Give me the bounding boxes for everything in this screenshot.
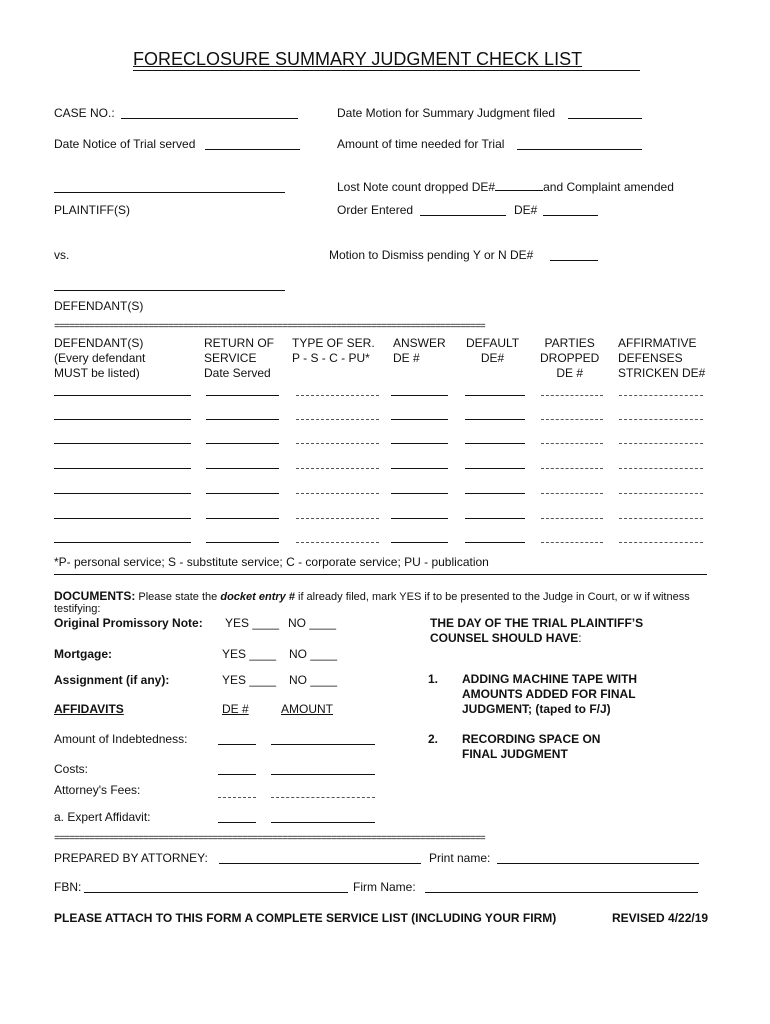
trial-heading: THE DAY OF THE TRIAL PLAINTIFF’S COUNSEL SHOULD HAVE: bbox=[430, 616, 644, 645]
parties-dropped-field[interactable] bbox=[541, 468, 603, 469]
trial-item2-number: 2. bbox=[428, 732, 439, 746]
costs-label: Costs: bbox=[54, 762, 89, 776]
col-affirmative-defenses: AFFIRMATIVE DEFENSES STRICKEN DE# bbox=[618, 336, 706, 380]
attorney-fees-amount-field[interactable] bbox=[271, 797, 375, 798]
defendant-field[interactable] bbox=[54, 468, 191, 469]
affirmative-defenses-field[interactable] bbox=[619, 542, 703, 543]
fbn-label: FBN: bbox=[54, 880, 82, 894]
parties-dropped-field[interactable] bbox=[541, 518, 603, 519]
col-parties-dropped: PARTIES DROPPED DE # bbox=[540, 336, 600, 380]
trial-item1-number: 1. bbox=[428, 672, 439, 686]
plaintiffs-field[interactable] bbox=[54, 192, 285, 193]
affidavits-amount-header: AMOUNT bbox=[281, 702, 333, 716]
date-motion-label: Date Motion for Summary Judgment filed bbox=[337, 106, 556, 120]
parties-dropped-field[interactable] bbox=[541, 542, 603, 543]
expert-affidavit-label: a. Expert Affidavit: bbox=[54, 810, 151, 824]
type-of-service-field[interactable] bbox=[296, 518, 379, 519]
affirmative-defenses-field[interactable] bbox=[619, 518, 703, 519]
documents-instructions-cont: testifying: bbox=[54, 603, 101, 615]
default-field[interactable] bbox=[465, 443, 525, 444]
answer-field[interactable] bbox=[391, 443, 448, 444]
default-field[interactable] bbox=[465, 518, 525, 519]
case-no-field[interactable] bbox=[121, 118, 298, 119]
affidavits-de-header: DE # bbox=[222, 702, 249, 716]
answer-field[interactable] bbox=[391, 468, 448, 469]
indebtedness-label: Amount of Indebtedness: bbox=[54, 732, 188, 746]
assignment-yes[interactable]: YES ____ bbox=[222, 673, 277, 687]
expert-de-field[interactable] bbox=[218, 822, 256, 823]
fbn-field[interactable] bbox=[84, 892, 348, 893]
date-motion-field[interactable] bbox=[568, 118, 642, 119]
motion-dismiss-label: Motion to Dismiss pending Y or N DE# bbox=[329, 248, 534, 262]
vs-label: vs. bbox=[54, 248, 70, 262]
affirmative-defenses-field[interactable] bbox=[619, 493, 703, 494]
defendant-field[interactable] bbox=[54, 443, 191, 444]
attorney-fees-de-field[interactable] bbox=[218, 797, 256, 798]
col-return-of-service: RETURN OF SERVICE Date Served bbox=[204, 336, 274, 380]
parties-dropped-field[interactable] bbox=[541, 395, 603, 396]
plaintiffs-label: PLAINTIFF(S) bbox=[54, 203, 131, 217]
default-field[interactable] bbox=[465, 395, 525, 396]
date-notice-label: Date Notice of Trial served bbox=[54, 137, 196, 151]
type-of-service-field[interactable] bbox=[296, 419, 379, 420]
service-footnote: *P- personal service; S - substitute service; C - corporate service; PU - publication bbox=[54, 555, 489, 569]
assignment-no[interactable]: NO ____ bbox=[289, 673, 338, 687]
print-name-field[interactable] bbox=[497, 863, 699, 864]
firm-name-label: Firm Name: bbox=[353, 880, 416, 894]
default-field[interactable] bbox=[465, 468, 525, 469]
defendant-field[interactable] bbox=[54, 395, 191, 396]
return-of-service-field[interactable] bbox=[206, 493, 279, 494]
answer-field[interactable] bbox=[391, 395, 448, 396]
indebtedness-de-field[interactable] bbox=[218, 744, 256, 745]
col-defendants: DEFENDANT(S) (Every defendant MUST be listed) bbox=[54, 336, 146, 380]
return-of-service-field[interactable] bbox=[206, 542, 279, 543]
parties-dropped-field[interactable] bbox=[541, 443, 603, 444]
affirmative-defenses-field[interactable] bbox=[619, 468, 703, 469]
col-default: DEFAULT DE# bbox=[466, 336, 520, 365]
affirmative-defenses-field[interactable] bbox=[619, 419, 703, 420]
original-note-no[interactable]: NO ____ bbox=[288, 616, 337, 630]
order-entered-de-field[interactable] bbox=[543, 215, 598, 216]
amount-time-label: Amount of time needed for Trial bbox=[337, 137, 505, 151]
type-of-service-field[interactable] bbox=[296, 468, 379, 469]
order-entered-label: Order Entered bbox=[337, 203, 414, 217]
return-of-service-field[interactable] bbox=[206, 468, 279, 469]
date-notice-field[interactable] bbox=[205, 149, 300, 150]
defendants-label: DEFENDANT(S) bbox=[54, 299, 144, 313]
order-entered-de-label: DE# bbox=[514, 203, 538, 217]
default-field[interactable] bbox=[465, 493, 525, 494]
return-of-service-field[interactable] bbox=[206, 395, 279, 396]
type-of-service-field[interactable] bbox=[296, 443, 379, 444]
answer-field[interactable] bbox=[391, 518, 448, 519]
documents-instructions: DOCUMENTS: Please state the docket entry # if already filed, mark YES if to be presented to the Judge in Court, or w if witness bbox=[54, 589, 690, 603]
assignment-label: Assignment (if any): bbox=[54, 673, 170, 687]
affirmative-defenses-field[interactable] bbox=[619, 443, 703, 444]
type-of-service-field[interactable] bbox=[296, 493, 379, 494]
prepared-by-field[interactable] bbox=[219, 863, 421, 864]
section-rule bbox=[54, 574, 707, 575]
costs-de-field[interactable] bbox=[218, 774, 256, 775]
defendant-field[interactable] bbox=[54, 518, 191, 519]
case-no-label: CASE NO.: bbox=[54, 106, 115, 120]
answer-field[interactable] bbox=[391, 493, 448, 494]
attach-service-list-note: PLEASE ATTACH TO THIS FORM A COMPLETE SERVICE LIST (INCLUDING YOUR FIRM) bbox=[54, 911, 557, 925]
answer-field[interactable] bbox=[391, 542, 448, 543]
costs-amount-field[interactable] bbox=[271, 774, 375, 775]
parties-dropped-field[interactable] bbox=[541, 493, 603, 494]
indebtedness-amount-field[interactable] bbox=[271, 744, 375, 745]
type-of-service-field[interactable] bbox=[296, 542, 379, 543]
attorney-fees-label: Attorney's Fees: bbox=[54, 783, 141, 797]
answer-field[interactable] bbox=[391, 419, 448, 420]
title-underline bbox=[133, 70, 640, 71]
trial-item2-text: RECORDING SPACE ON FINAL JUDGMENT bbox=[462, 732, 601, 761]
expert-amount-field[interactable] bbox=[271, 822, 375, 823]
default-field[interactable] bbox=[465, 419, 525, 420]
separator: ======================================================================================= bbox=[54, 322, 485, 333]
mortgage-label: Mortgage: bbox=[54, 647, 112, 661]
prepared-by-label: PREPARED BY ATTORNEY: bbox=[54, 851, 208, 865]
original-note-label: Original Promissory Note: bbox=[54, 616, 203, 630]
return-of-service-field[interactable] bbox=[206, 443, 279, 444]
col-type-of-service: TYPE OF SER. P - S - C - PU* bbox=[292, 336, 375, 365]
defendant-field[interactable] bbox=[54, 493, 191, 494]
print-name-label: Print name: bbox=[429, 851, 491, 865]
col-answer: ANSWER DE # bbox=[393, 336, 446, 365]
default-field[interactable] bbox=[465, 542, 525, 543]
revised-date: REVISED 4/22/19 bbox=[612, 911, 709, 925]
return-of-service-field[interactable] bbox=[206, 518, 279, 519]
amount-time-field[interactable] bbox=[517, 149, 642, 150]
parties-dropped-field[interactable] bbox=[541, 419, 603, 420]
mortgage-no[interactable]: NO ____ bbox=[289, 647, 338, 661]
separator-bottom: ======================================================================================= bbox=[54, 834, 485, 845]
return-of-service-field[interactable] bbox=[206, 419, 279, 420]
affirmative-defenses-field[interactable] bbox=[619, 395, 703, 396]
defendant-field[interactable] bbox=[54, 542, 191, 543]
original-note-yes[interactable]: YES ____ bbox=[225, 616, 280, 630]
order-entered-field[interactable] bbox=[420, 215, 506, 216]
affidavits-heading: AFFIDAVITS bbox=[54, 702, 124, 716]
page-title: FORECLOSURE SUMMARY JUDGMENT CHECK LIST bbox=[133, 49, 583, 69]
mortgage-yes[interactable]: YES ____ bbox=[222, 647, 277, 661]
defendant-field[interactable] bbox=[54, 419, 191, 420]
trial-item1-text: ADDING MACHINE TAPE WITH AMOUNTS ADDED FOR FINAL JUDGMENT; (taped to F/J) bbox=[462, 672, 638, 716]
type-of-service-field[interactable] bbox=[296, 395, 379, 396]
defendants-field[interactable] bbox=[54, 290, 285, 291]
motion-dismiss-field[interactable] bbox=[550, 260, 598, 261]
firm-name-field[interactable] bbox=[425, 892, 698, 893]
lost-note-label: Lost Note count dropped DE# and Complaint amended bbox=[337, 180, 674, 194]
